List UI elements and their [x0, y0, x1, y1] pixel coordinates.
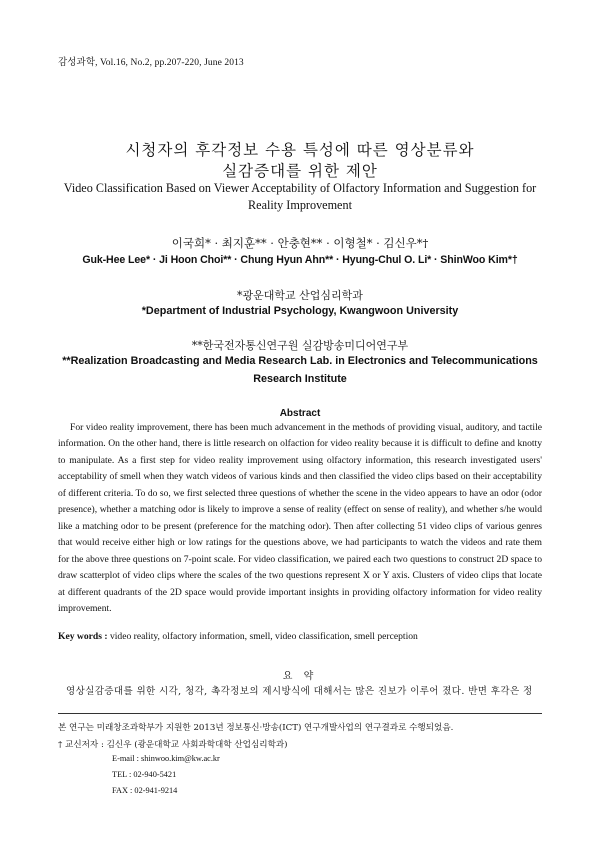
footnote-email: E-mail : shinwoo.kim@kw.ac.kr: [112, 754, 220, 763]
abstract-heading: Abstract: [279, 408, 321, 419]
korean-abstract-heading: 요 약: [282, 671, 318, 682]
keywords-label: Key words :: [58, 631, 108, 642]
korean-abstract-text: 영상실감증대를 위한 시각, 청각, 촉각정보의 제시방식에 대해서는 많은 진보가 이루어 졌다. 반면 후각은 정: [66, 686, 533, 697]
korean-title-line-2: 실감증대를 위한 제안: [222, 162, 378, 180]
affiliation-2-english-line-1: **Realization Broadcasting and Media Research Lab. in Electronics and Telecommunications: [62, 355, 538, 367]
affiliation-2-english-line-2: Research Institute: [253, 373, 347, 385]
running-head: 감성과학, Vol.16, No.2, pp.207-220, June 2013: [58, 58, 244, 68]
affiliation-1-english: *Department of Industrial Psychology, Kwangwoon University: [141, 305, 459, 317]
footnote-tel: TEL : 02-940-5421: [112, 770, 177, 779]
korean-abstract-body: [58, 683, 548, 697]
english-title-line-2: Reality Improvement: [248, 198, 352, 212]
footnote-corresponding-author: † 교신저자 : 김신우 (광운대학교 사회과학대학 산업심리학과): [58, 740, 288, 750]
korean-authors: 이국희* · 최지훈** · 안충현** · 이형철* · 김신우*†: [171, 236, 429, 250]
affiliation-1-korean: *광운대학교 산업심리학과: [237, 289, 363, 302]
korean-title-line-1: 시청자의 후각정보 수용 특성에 따른 영상분류와: [125, 141, 475, 159]
abstract-body: [58, 420, 542, 617]
keywords: [58, 630, 542, 644]
footnote-fax: FAX : 02-941-9214: [112, 786, 178, 795]
footnote-divider: [58, 713, 542, 714]
keywords-text: video reality, olfactory information, smell, video classification, smell perception: [107, 631, 418, 642]
english-authors: Guk-Hee Lee* · Ji Hoon Choi** · Chung Hyun Ahn** · Hyung-Chul O. Li* · ShinWoo Kim*†: [82, 254, 518, 266]
footnote-funding: 본 연구는 미래창조과학부가 지원한 2013년 정보통신·방송(ICT) 연구개발사업의 연구결과로 수행되었음.: [58, 723, 454, 733]
affiliation-2-korean: **한국전자통신연구원 실감방송미디어연구부: [191, 339, 409, 352]
english-title-line-1: Video Classification Based on Viewer Acceptability of Olfactory Information and Suggestion for: [63, 181, 537, 195]
abstract-text: For video reality improvement, there has been much advancement in the methods of providing visual, auditory, and tactile information. On the other hand, there is little research on olfaction for video reality because it is difficult to define and knotty to manipulate. As a first step for video reality improvement using olfactory information, this research investigated users' acceptability of smell when they watch videos of various kinds and then classified the video clips based on their acceptability of different criteria. To do so, we first selected three questions of whether the scene in the video appears to have an odor (odor presence), whether a matching odor is likely to improve a sense of reality (effect on sense of reality), and whether s/he would like a matching odor to be present (preference for the matching odor). Then after collecting 51 video clips of various genres that would receive either high or low ratings for the questions above, we had participants to watch the videos and rate them for the above three questions on 7-point scale. For video classification, we paired each two questions to construct 2D space to draw scatterplot of video clips where the scales of the two questions represent X or Y axis. Clusters of video clips that locate at different quadrants of the 2D space would provide important insights in providing olfactory information for video reality improvement.: [58, 422, 542, 614]
